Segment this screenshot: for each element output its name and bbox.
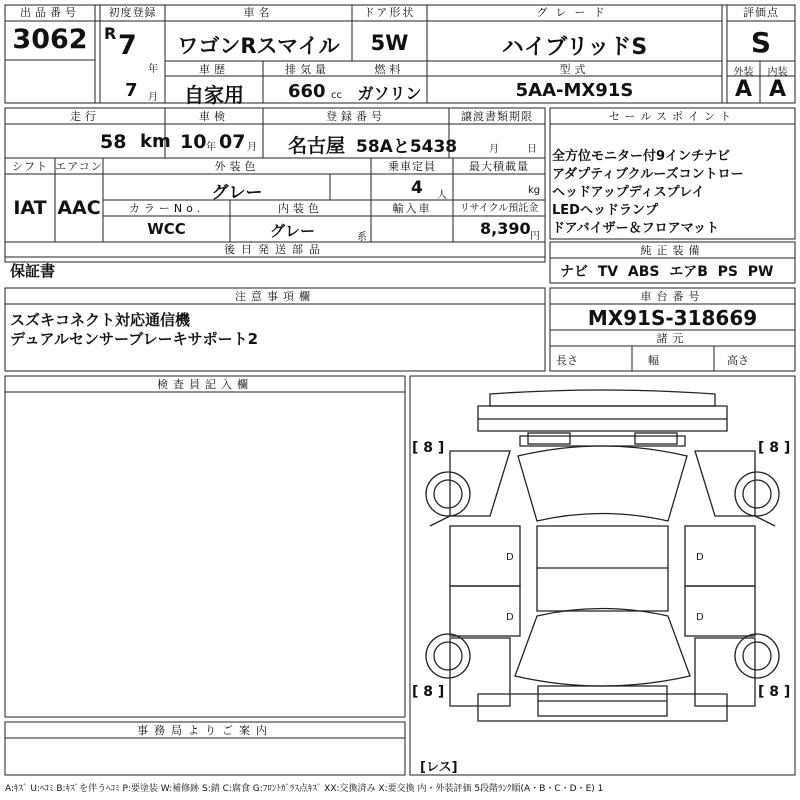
inspector-label: 検査員記入欄 <box>157 378 253 391</box>
exterior-color-label: 外装色 <box>214 160 260 173</box>
notes-line: デュアルセンサーブレーキサポート2 <box>10 330 259 348</box>
inspection-month-unit: 月 <box>247 142 257 153</box>
color-no-value: WCC <box>147 220 186 238</box>
sales-points-label: セールスポイント <box>608 110 736 123</box>
tire-value: 8 <box>769 440 780 456</box>
lot-label: 出品番号 <box>20 6 80 19</box>
mileage-label: 走行 <box>70 110 100 123</box>
notes-line: スズキコネクト対応通信機 <box>10 311 191 329</box>
history-label: 車歴 <box>199 63 229 76</box>
later-parts-value: 保証書 <box>10 262 56 280</box>
interior-score-label: 内装 <box>767 67 788 78</box>
interior-color-value: グレー <box>270 222 316 240</box>
sales-point-item: 全方位モニター付9インチナビ <box>552 149 731 164</box>
interior-color-suffix: 系 <box>357 232 367 243</box>
office-notes-area <box>6 739 404 774</box>
svg-text:D: D <box>506 612 514 623</box>
shift-label: シフト <box>12 160 48 173</box>
score-value: S <box>750 26 772 59</box>
aircon-label: エアコン <box>55 160 103 173</box>
svg-text:D: D <box>696 612 704 623</box>
grade-value: ハイブリッドS <box>501 35 648 60</box>
capacity-label: 乗車定員 <box>388 160 436 173</box>
recycle-unit: 円 <box>530 231 540 242</box>
later-parts-label: 後日発送部品 <box>224 243 326 256</box>
lot-number: 3062 <box>12 24 88 55</box>
aircon-value: AAC <box>57 197 101 219</box>
car-damage-diagram <box>410 376 795 775</box>
first-reg-year: 7 <box>118 30 137 61</box>
mileage-unit: km <box>140 131 171 152</box>
inspection-year-unit: 年 <box>206 142 216 153</box>
length-label: 長さ <box>556 354 578 367</box>
inspection-label: 車検 <box>199 110 229 123</box>
inspection-month: 07 <box>219 131 246 153</box>
transfer-month-unit: 月 <box>489 144 499 155</box>
car-name-label: 車名 <box>243 6 274 19</box>
first-reg-month-unit: 月 <box>148 92 158 103</box>
color-no-label: カラーNo. <box>128 202 205 215</box>
inspection-year: 10 <box>180 131 207 153</box>
import-label: 輸入車 <box>392 202 432 215</box>
tire-value: 8 <box>423 684 434 700</box>
tire-rear-left: [ 8 ] <box>412 684 445 700</box>
office-label: 事務局よりご案内 <box>137 724 273 737</box>
displacement-unit: cc <box>331 90 342 101</box>
capacity-value: 4 <box>411 178 423 198</box>
height-label: 高さ <box>727 354 749 367</box>
dims-label: 諸元 <box>656 332 689 345</box>
legend-text: A:ｷｽﾞ U:ﾍｺﾐ B:ｷｽﾞを伴うﾍｺﾐ P:要塗装 W:補修跡 S:錆 C:腐食 G:ﾌﾛﾝﾄｶﾞﾗｽ点ｷｽﾞ XX:交換済み X:要交換 内・外装評価 5段階ﾗﾝｸ順(A・B・C・D・E) 1 <box>5 784 604 794</box>
tire-front-right: [ 8 ] <box>758 440 791 456</box>
equipment-label: 純正装備 <box>640 244 705 257</box>
max-load-label: 最大積載量 <box>469 160 529 173</box>
chassis-label: 車台番号 <box>640 290 705 303</box>
first-reg-year-unit: 年 <box>148 64 158 75</box>
shift-value: IAT <box>13 197 47 219</box>
first-reg-month: 7 <box>125 80 138 101</box>
score-label: 評価点 <box>743 6 779 19</box>
tire-front-left: [ 8 ] <box>412 440 445 456</box>
registration-city: 名古屋 <box>288 135 346 157</box>
tire-rear-right: [ 8 ] <box>758 684 791 700</box>
displacement-value: 660 <box>288 81 326 102</box>
inspector-notes-area <box>6 393 404 716</box>
grade-label: グレード <box>536 6 613 19</box>
fuel-value: ガソリン <box>357 84 422 103</box>
sales-point-item: アダプティブクルーズコントロー <box>552 167 744 182</box>
chassis-number: MX91S-318669 <box>587 306 758 330</box>
recycle-label: リサイクル預託金 <box>459 203 539 214</box>
model-value: 5AA-MX91S <box>515 80 634 101</box>
spare-tire: [レス] <box>420 760 458 775</box>
displacement-label: 排気量 <box>285 63 330 76</box>
notes-label: 注意事項欄 <box>235 290 315 303</box>
sales-points-list <box>552 148 795 238</box>
capacity-unit: 人 <box>437 190 447 201</box>
sales-point-item: ヘッドアップディスプレイ <box>552 185 705 200</box>
first-reg-label: 初度登録 <box>108 6 157 19</box>
car-name: ワゴンRスマイル <box>177 34 340 58</box>
width-label: 幅 <box>648 354 659 367</box>
interior-color-label: 内装色 <box>278 202 323 215</box>
door-value: 5W <box>370 31 409 55</box>
door-label: ドア形状 <box>363 6 416 19</box>
max-load-unit: kg <box>528 185 541 196</box>
exterior-color-value: グレー <box>211 183 263 203</box>
exterior-score-label: 外装 <box>733 67 754 78</box>
exterior-score: A <box>734 77 753 102</box>
recycle-value: 8,390 <box>480 219 531 238</box>
svg-text:D: D <box>506 552 514 563</box>
history-value: 自家用 <box>184 83 244 107</box>
transfer-label: 譲渡書類期限 <box>461 110 533 123</box>
transfer-day-unit: 日 <box>527 144 537 155</box>
first-reg-era: R <box>104 24 117 43</box>
sales-point-item: LEDヘッドランプ <box>552 203 658 218</box>
equipment-value: ナビ TV ABS エアB PS PW <box>560 264 774 280</box>
model-label: 型式 <box>559 63 590 76</box>
svg-text:D: D <box>696 552 704 563</box>
registration-label: 登録番号 <box>326 110 386 123</box>
tire-value: 8 <box>769 684 780 700</box>
sales-point-item: ドアバイザー＆フロアマット <box>552 221 720 236</box>
mileage-value: 58 <box>100 131 127 153</box>
interior-score: A <box>768 77 787 102</box>
tire-value: 8 <box>423 440 434 456</box>
fuel-label: 燃料 <box>374 63 405 76</box>
spare-value: レス <box>425 760 452 775</box>
registration-number: 58Aと5438 <box>356 137 458 157</box>
